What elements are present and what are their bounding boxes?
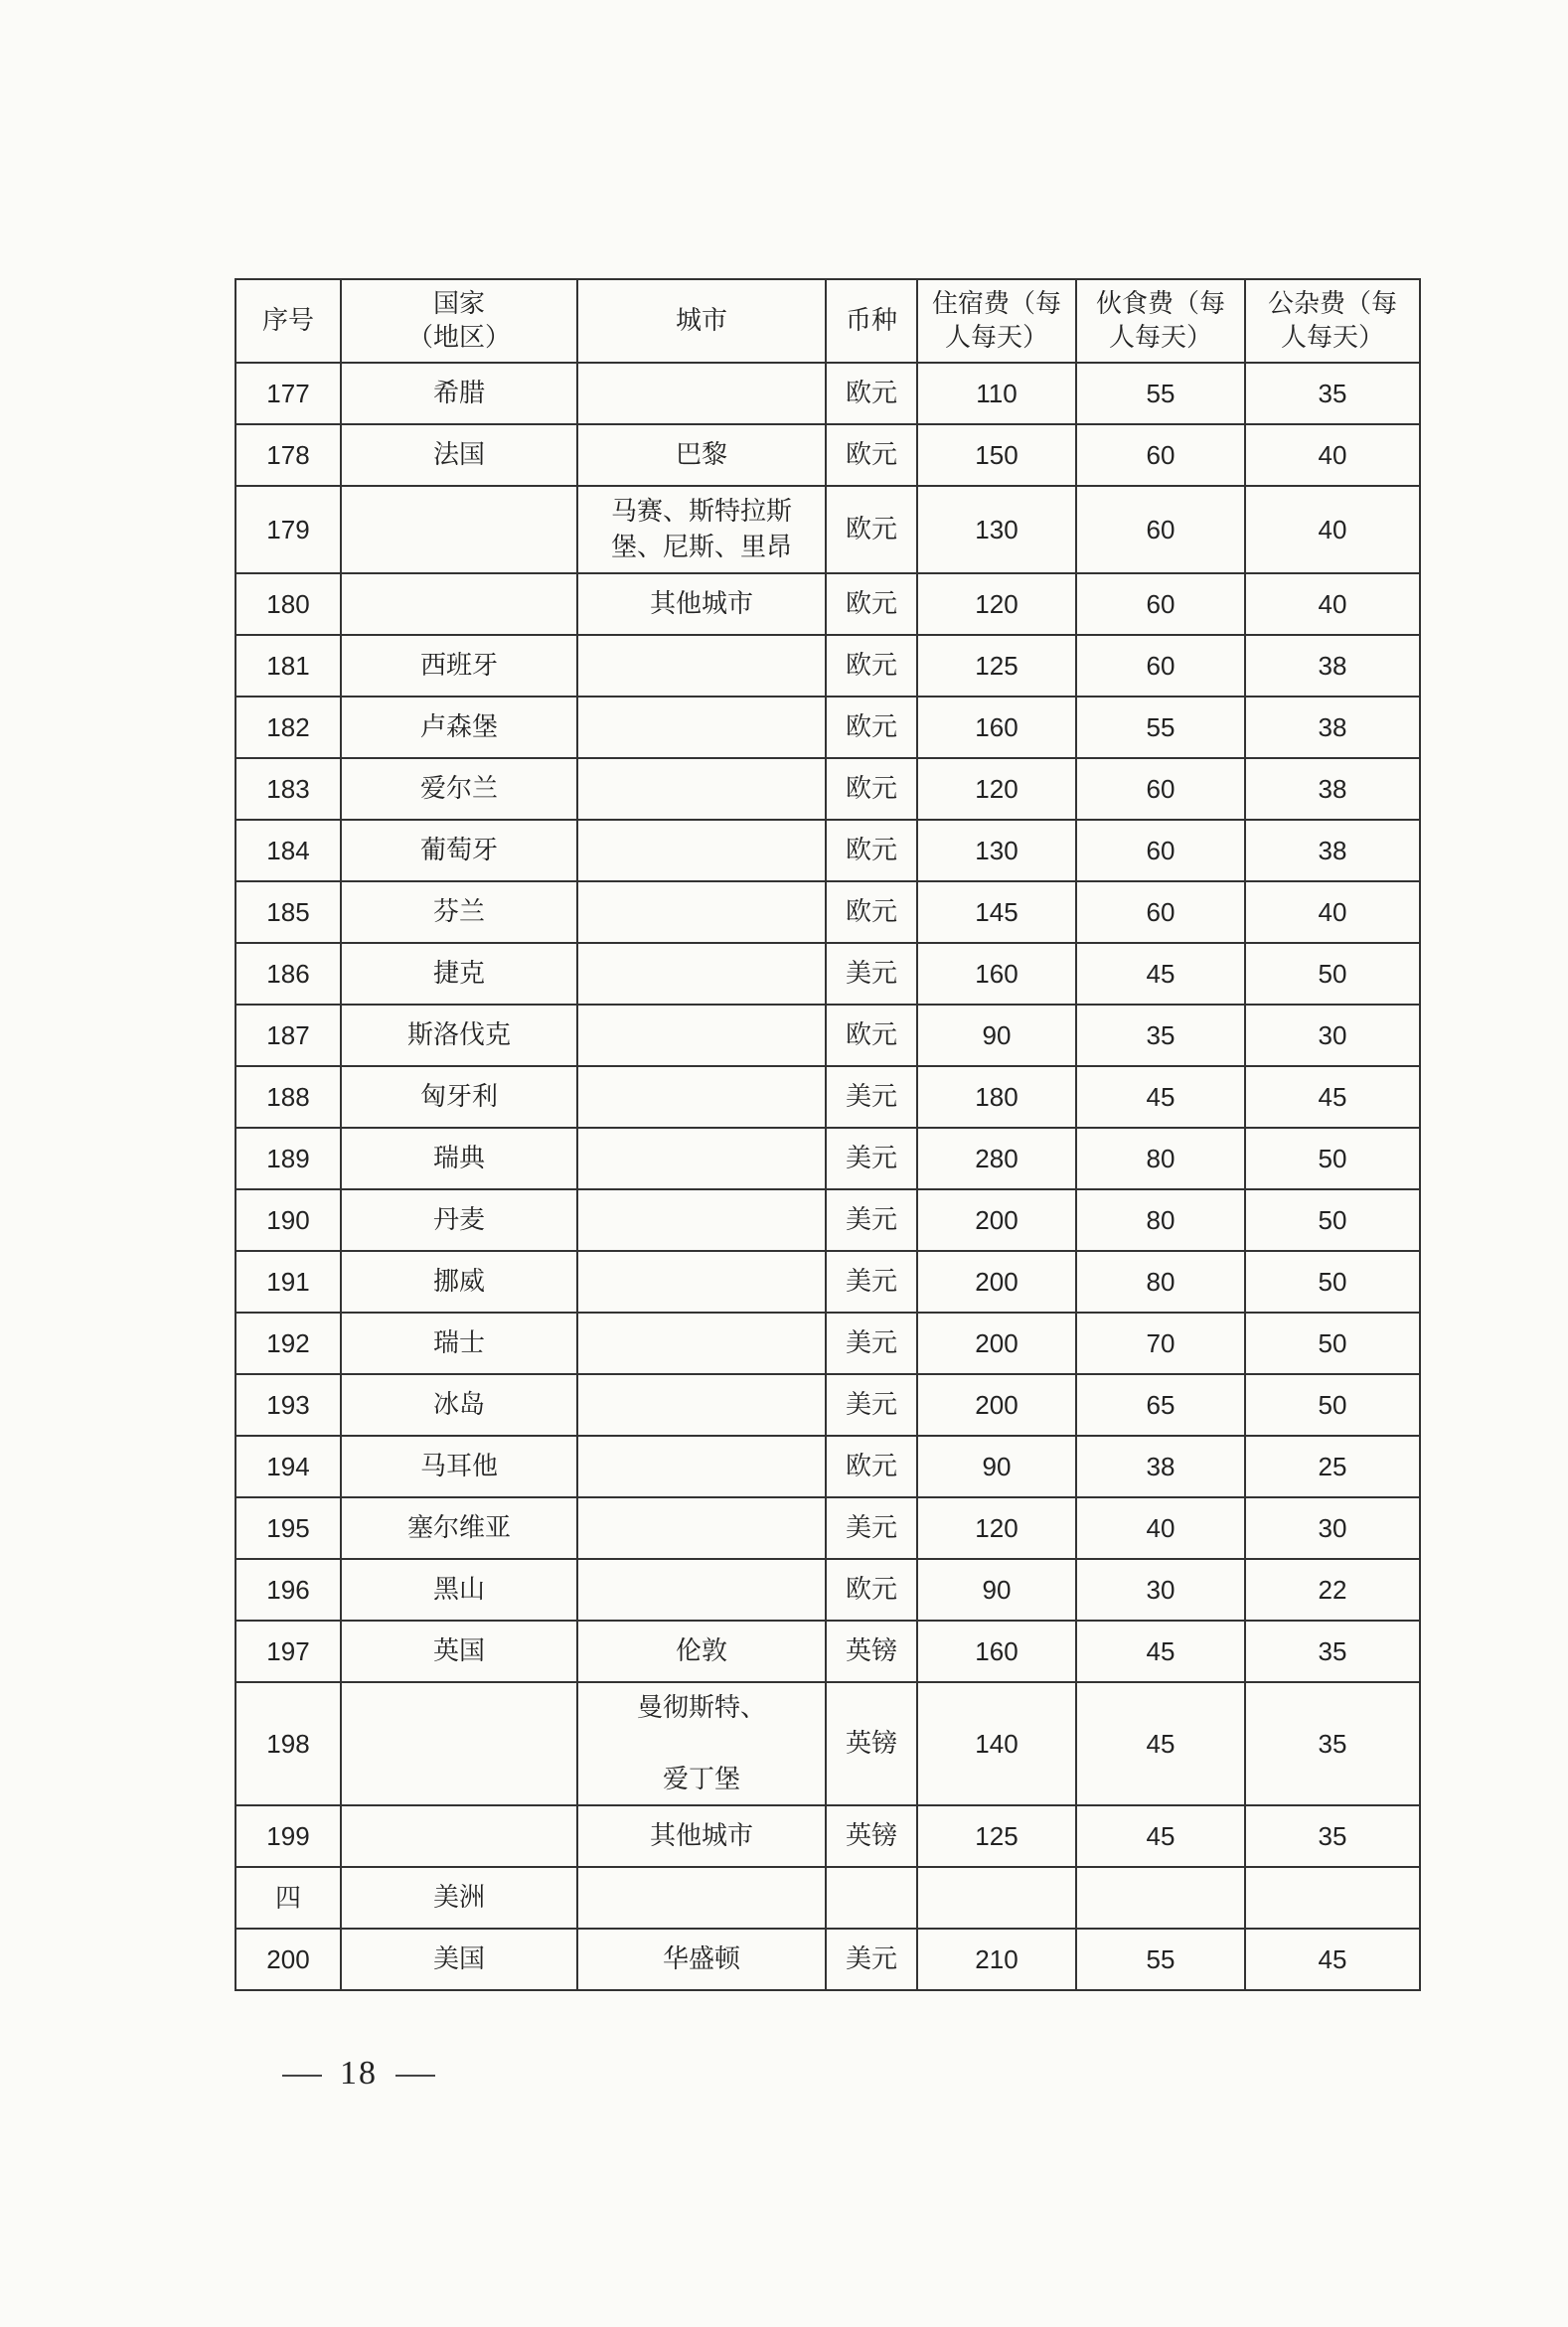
cell-meals: 55: [1076, 363, 1245, 424]
header-country: 国家 （地区）: [341, 279, 577, 363]
cell-country: 西班牙: [341, 635, 577, 697]
cell-meals: 45: [1076, 1066, 1245, 1128]
cell-currency: 美元: [826, 1189, 917, 1251]
cell-country: 卢森堡: [341, 697, 577, 758]
cell-country: 瑞士: [341, 1313, 577, 1374]
cell-lodging: 200: [917, 1251, 1076, 1313]
cell-city: 其他城市: [577, 1805, 826, 1867]
cell-lodging: 90: [917, 1559, 1076, 1621]
cell-currency: 欧元: [826, 424, 917, 486]
cell-country: 马耳他: [341, 1436, 577, 1497]
cell-country: 冰岛: [341, 1374, 577, 1436]
cell-currency: 美元: [826, 1497, 917, 1559]
cell-lodging: 90: [917, 1005, 1076, 1066]
table-row: [235, 820, 1420, 881]
cell-meals: 55: [1076, 1929, 1245, 1990]
cell-city: [577, 881, 826, 943]
cell-country: 爱尔兰: [341, 758, 577, 820]
cell-index: 189: [235, 1128, 341, 1189]
expense-standard-table: [235, 278, 1421, 1991]
table-row: [235, 573, 1420, 635]
cell-lodging: 160: [917, 697, 1076, 758]
cell-city: 马赛、斯特拉斯 堡、尼斯、里昂: [577, 486, 826, 573]
cell-lodging: 280: [917, 1128, 1076, 1189]
cell-city: [577, 1251, 826, 1313]
cell-index: 194: [235, 1436, 341, 1497]
cell-currency: 欧元: [826, 635, 917, 697]
cell-city: [577, 1189, 826, 1251]
cell-city: [577, 758, 826, 820]
cell-city: [577, 943, 826, 1005]
cell-lodging: 200: [917, 1189, 1076, 1251]
cell-currency: [826, 1867, 917, 1929]
table-row: [235, 1805, 1420, 1867]
cell-meals: 45: [1076, 1805, 1245, 1867]
table-row: [235, 1867, 1420, 1929]
cell-lodging: 180: [917, 1066, 1076, 1128]
cell-city: [577, 1436, 826, 1497]
cell-currency: 欧元: [826, 881, 917, 943]
cell-country: 葡萄牙: [341, 820, 577, 881]
cell-country: [341, 1682, 577, 1805]
cell-lodging: 200: [917, 1313, 1076, 1374]
cell-country: 法国: [341, 424, 577, 486]
table-row: [235, 1313, 1420, 1374]
cell-country: 挪威: [341, 1251, 577, 1313]
cell-country: 黑山: [341, 1559, 577, 1621]
table-row: [235, 635, 1420, 697]
cell-index: 177: [235, 363, 341, 424]
cell-city: [577, 1867, 826, 1929]
cell-lodging: 90: [917, 1436, 1076, 1497]
cell-index: 199: [235, 1805, 341, 1867]
cell-meals: 60: [1076, 486, 1245, 573]
cell-country: 希腊: [341, 363, 577, 424]
table-row: [235, 1005, 1420, 1066]
cell-meals: 60: [1076, 758, 1245, 820]
cell-city: [577, 1559, 826, 1621]
cell-meals: 45: [1076, 943, 1245, 1005]
cell-country: 塞尔维亚: [341, 1497, 577, 1559]
cell-misc: 35: [1245, 1621, 1420, 1682]
cell-currency: 英镑: [826, 1805, 917, 1867]
cell-country: [341, 573, 577, 635]
cell-index: 196: [235, 1559, 341, 1621]
cell-misc: 30: [1245, 1497, 1420, 1559]
cell-city: [577, 1066, 826, 1128]
cell-city: [577, 363, 826, 424]
cell-lodging: 160: [917, 1621, 1076, 1682]
cell-misc: 50: [1245, 1128, 1420, 1189]
cell-city: [577, 1497, 826, 1559]
cell-lodging: 160: [917, 943, 1076, 1005]
cell-lodging: 120: [917, 1497, 1076, 1559]
cell-currency: 欧元: [826, 820, 917, 881]
cell-city: [577, 635, 826, 697]
cell-lodging: 130: [917, 486, 1076, 573]
cell-misc: 50: [1245, 1189, 1420, 1251]
table-row: [235, 486, 1420, 573]
cell-currency: 美元: [826, 1128, 917, 1189]
cell-misc: 45: [1245, 1066, 1420, 1128]
cell-index: 188: [235, 1066, 341, 1128]
header-currency: 币种: [826, 279, 917, 363]
cell-currency: 欧元: [826, 573, 917, 635]
cell-lodging: 210: [917, 1929, 1076, 1990]
cell-misc: 22: [1245, 1559, 1420, 1621]
cell-misc: 45: [1245, 1929, 1420, 1990]
cell-misc: 50: [1245, 943, 1420, 1005]
cell-city: [577, 1374, 826, 1436]
cell-currency: 欧元: [826, 758, 917, 820]
cell-index: 181: [235, 635, 341, 697]
cell-currency: 美元: [826, 1374, 917, 1436]
cell-lodging: 145: [917, 881, 1076, 943]
cell-country: 美国: [341, 1929, 577, 1990]
header-misc: 公杂费（每 人每天）: [1245, 279, 1420, 363]
cell-index: 178: [235, 424, 341, 486]
cell-lodging: 150: [917, 424, 1076, 486]
header-meals: 伙食费（每 人每天）: [1076, 279, 1245, 363]
cell-meals: [1076, 1867, 1245, 1929]
cell-index: 195: [235, 1497, 341, 1559]
cell-index: 185: [235, 881, 341, 943]
header-lodging: 住宿费（每 人每天）: [917, 279, 1076, 363]
cell-index: 182: [235, 697, 341, 758]
table-row: [235, 1559, 1420, 1621]
cell-meals: 80: [1076, 1189, 1245, 1251]
table-row: [235, 1929, 1420, 1990]
cell-misc: 38: [1245, 697, 1420, 758]
cell-misc: 35: [1245, 363, 1420, 424]
cell-meals: 60: [1076, 573, 1245, 635]
header-row: [235, 279, 1420, 363]
footer-dash-left: [282, 2075, 322, 2077]
table-row: [235, 424, 1420, 486]
cell-city: [577, 1313, 826, 1374]
cell-currency: 欧元: [826, 1436, 917, 1497]
cell-misc: 38: [1245, 635, 1420, 697]
cell-meals: 70: [1076, 1313, 1245, 1374]
cell-currency: 美元: [826, 1066, 917, 1128]
table-row: [235, 1621, 1420, 1682]
header-city: 城市: [577, 279, 826, 363]
cell-index: 180: [235, 573, 341, 635]
cell-index: 197: [235, 1621, 341, 1682]
cell-currency: 欧元: [826, 363, 917, 424]
cell-meals: 40: [1076, 1497, 1245, 1559]
cell-index: 四: [235, 1867, 341, 1929]
cell-currency: 美元: [826, 1929, 917, 1990]
cell-index: 187: [235, 1005, 341, 1066]
cell-lodging: 120: [917, 758, 1076, 820]
cell-misc: [1245, 1867, 1420, 1929]
cell-city: 其他城市: [577, 573, 826, 635]
cell-country: 英国: [341, 1621, 577, 1682]
cell-country: [341, 1805, 577, 1867]
cell-index: 179: [235, 486, 341, 573]
cell-meals: 55: [1076, 697, 1245, 758]
cell-meals: 30: [1076, 1559, 1245, 1621]
cell-country: 匈牙利: [341, 1066, 577, 1128]
cell-currency: 英镑: [826, 1682, 917, 1805]
cell-meals: 60: [1076, 635, 1245, 697]
cell-index: 183: [235, 758, 341, 820]
table-row: [235, 943, 1420, 1005]
cell-index: 200: [235, 1929, 341, 1990]
page-footer: [264, 2055, 453, 2093]
cell-misc: 30: [1245, 1005, 1420, 1066]
cell-lodging: 110: [917, 363, 1076, 424]
cell-city: 华盛顿: [577, 1929, 826, 1990]
cell-index: 190: [235, 1189, 341, 1251]
cell-country: 美洲: [341, 1867, 577, 1929]
cell-currency: 欧元: [826, 486, 917, 573]
cell-country: 丹麦: [341, 1189, 577, 1251]
cell-misc: 38: [1245, 758, 1420, 820]
cell-country: 瑞典: [341, 1128, 577, 1189]
cell-meals: 65: [1076, 1374, 1245, 1436]
cell-meals: 80: [1076, 1251, 1245, 1313]
cell-city: 伦敦: [577, 1621, 826, 1682]
cell-meals: 60: [1076, 881, 1245, 943]
cell-misc: 40: [1245, 573, 1420, 635]
cell-misc: 40: [1245, 486, 1420, 573]
cell-meals: 60: [1076, 424, 1245, 486]
cell-lodging: 140: [917, 1682, 1076, 1805]
cell-index: 184: [235, 820, 341, 881]
cell-meals: 60: [1076, 820, 1245, 881]
cell-misc: 25: [1245, 1436, 1420, 1497]
cell-lodging: 200: [917, 1374, 1076, 1436]
cell-index: 186: [235, 943, 341, 1005]
cell-lodging: 125: [917, 1805, 1076, 1867]
header-index: 序号: [235, 279, 341, 363]
cell-misc: 50: [1245, 1313, 1420, 1374]
cell-misc: 50: [1245, 1374, 1420, 1436]
cell-meals: 38: [1076, 1436, 1245, 1497]
cell-country: 捷克: [341, 943, 577, 1005]
cell-currency: 美元: [826, 943, 917, 1005]
cell-country: 芬兰: [341, 881, 577, 943]
cell-currency: 美元: [826, 1251, 917, 1313]
cell-city: 巴黎: [577, 424, 826, 486]
cell-index: 198: [235, 1682, 341, 1805]
table-row: [235, 1189, 1420, 1251]
cell-misc: 38: [1245, 820, 1420, 881]
table-row: [235, 1374, 1420, 1436]
cell-lodging: [917, 1867, 1076, 1929]
cell-currency: 英镑: [826, 1621, 917, 1682]
cell-misc: 35: [1245, 1805, 1420, 1867]
cell-currency: 美元: [826, 1313, 917, 1374]
table-body: [235, 363, 1420, 1990]
table-row: [235, 1066, 1420, 1128]
cell-meals: 45: [1076, 1682, 1245, 1805]
page-number: 18: [340, 2055, 378, 2092]
cell-misc: 50: [1245, 1251, 1420, 1313]
cell-country: [341, 486, 577, 573]
table-row: [235, 1497, 1420, 1559]
table-row: [235, 1128, 1420, 1189]
cell-index: 191: [235, 1251, 341, 1313]
cell-index: 192: [235, 1313, 341, 1374]
cell-country: 斯洛伐克: [341, 1005, 577, 1066]
cell-city: [577, 697, 826, 758]
cell-meals: 80: [1076, 1128, 1245, 1189]
cell-misc: 35: [1245, 1682, 1420, 1805]
table-row: [235, 697, 1420, 758]
cell-meals: 45: [1076, 1621, 1245, 1682]
cell-index: 193: [235, 1374, 341, 1436]
cell-meals: 35: [1076, 1005, 1245, 1066]
table-row: [235, 1682, 1420, 1805]
cell-lodging: 130: [917, 820, 1076, 881]
cell-misc: 40: [1245, 424, 1420, 486]
table-row: [235, 881, 1420, 943]
cell-currency: 欧元: [826, 1005, 917, 1066]
cell-currency: 欧元: [826, 697, 917, 758]
cell-city: [577, 820, 826, 881]
cell-city: [577, 1128, 826, 1189]
cell-misc: 40: [1245, 881, 1420, 943]
cell-currency: 欧元: [826, 1559, 917, 1621]
table-row: [235, 1251, 1420, 1313]
cell-lodging: 125: [917, 635, 1076, 697]
cell-lodging: 120: [917, 573, 1076, 635]
table-row: [235, 1436, 1420, 1497]
cell-city: 曼彻斯特、 爱丁堡: [577, 1682, 826, 1805]
footer-dash-right: [395, 2075, 435, 2077]
table-row: [235, 758, 1420, 820]
table-row: [235, 363, 1420, 424]
cell-city: [577, 1005, 826, 1066]
